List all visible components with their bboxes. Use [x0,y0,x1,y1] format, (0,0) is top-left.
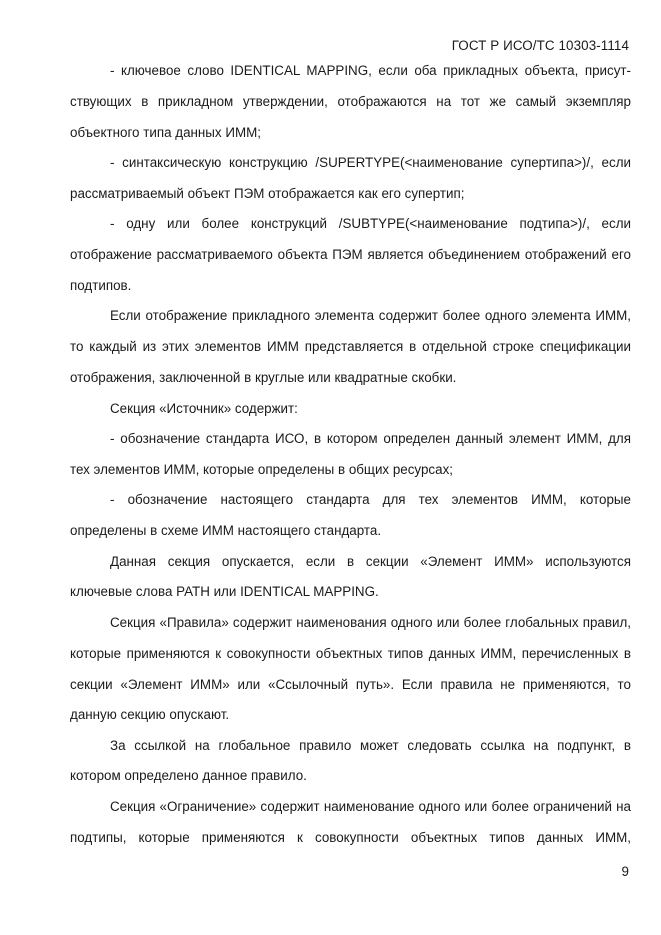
text-line: отображения, заключенной в круглые или квадратные скобки. [70,370,457,385]
text-line: - синтаксическую конструкцию /SUPERTYPE(<наименование супертипа>)/, если [110,155,631,170]
text-line: Секция «Правила» содержит наименования одного или более глобальных правил, [110,615,631,630]
text-line: - обозначение настоящего стандарта для тех элементов ИММ, которые [110,492,631,507]
text-line: объектного типа данных ИММ; [70,125,262,140]
text-line: Секция «Ограничение» содержит наименование одного или более ограничений на [110,799,631,814]
text-line: - ключевое слово IDENTICAL MAPPING, если оба прикладных объекта, присут- [110,63,631,78]
text-line: тех элементов ИММ, которые определены в общих ресурсах; [70,462,453,477]
text-line: рассматриваемый объект ПЭМ отображается как его супертип; [70,186,465,201]
text-line: определены в схеме ИММ настоящего стандарта. [70,523,382,538]
text-line: отображение рассматриваемого объекта ПЭМ является объединением отображений его [70,247,631,262]
text-line: ключевые слова PATH или IDENTICAL MAPPING. [70,584,379,599]
text-line: данную секцию опускают. [70,707,230,722]
text-line: секции «Элемент ИММ» или «Ссылочный путь». Если правила не применяются, то [70,677,631,692]
text-line: - обозначение стандарта ИСО, в котором определен данный элемент ИММ, для [110,431,631,446]
text-line: Секция «Источник» содержит: [110,401,298,416]
text-line: ствующих в прикладном утверждении, отображаются на тот же самый экземпляр [70,94,631,109]
text-line: За ссылкой на глобальное правило может следовать ссылка на подпункт, в [110,738,631,753]
text-line: Если отображение прикладного элемента содержит более одного элемента ИММ, [110,308,631,323]
text-line: подтипы, которые применяются к совокупности объектных типов данных ИММ, [70,830,631,845]
text-line: то каждый из этих элементов ИММ представляется в отдельной строке спецификации [70,339,631,354]
text-line: подтипов. [70,278,132,293]
page-number: 9 [621,864,629,879]
text-line: - одну или более конструкций /SUBTYPE(<наименование подтипа>)/, если [110,216,631,231]
text-line: котором определено данное правило. [70,768,307,783]
text-line: Данная секция опускается, если в секции «Элемент ИММ» используются [110,554,631,569]
text-line: которые применяются к совокупности объектных типов данных ИММ, перечисленных в [70,646,631,661]
document-header: ГОСТ Р ИСО/ТС 10303-1114 [451,38,629,53]
